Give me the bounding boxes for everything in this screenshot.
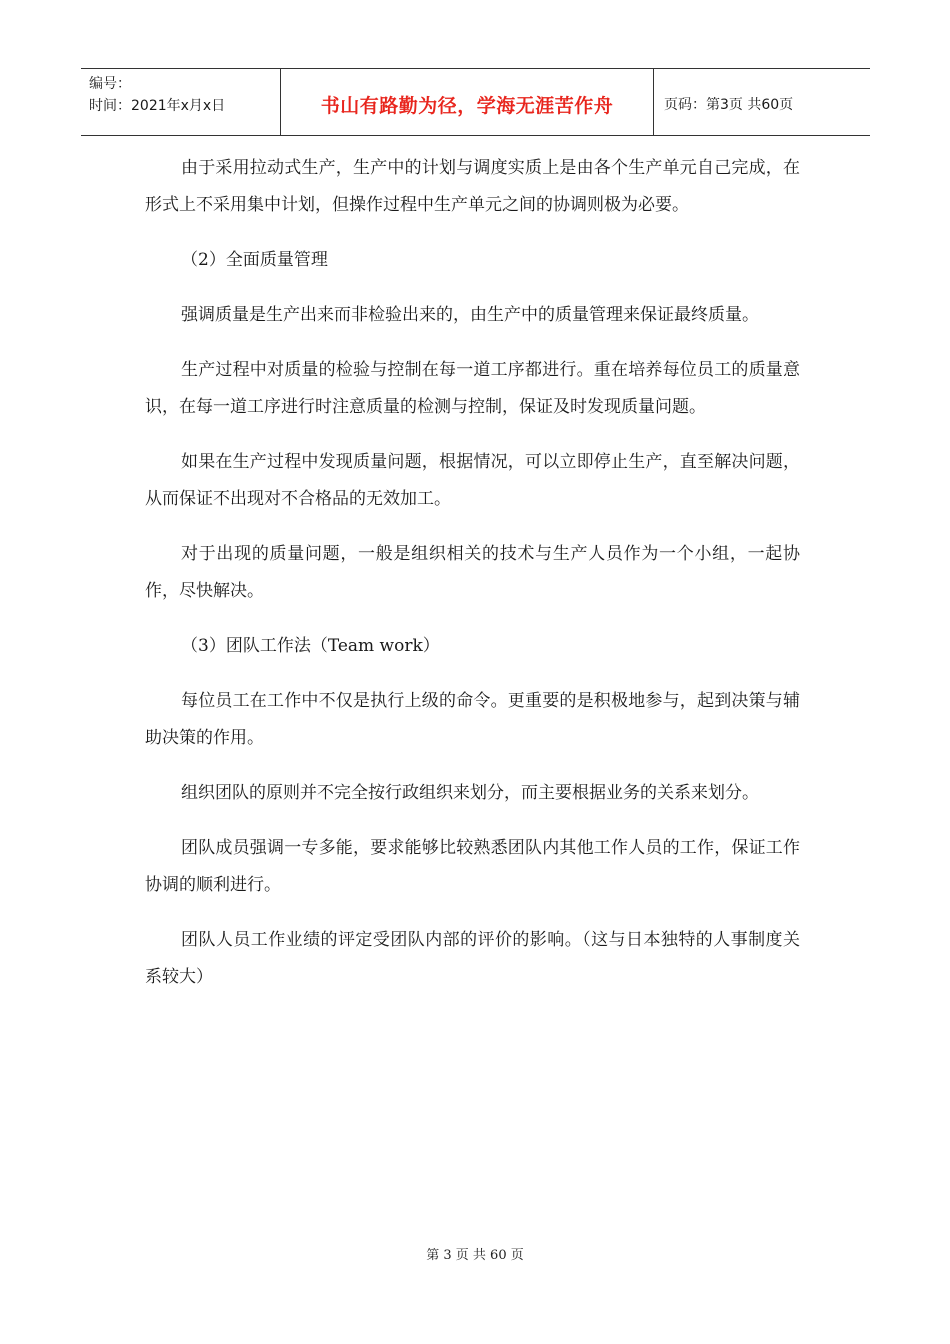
date-label: 时间：2021年x月x日 — [89, 98, 226, 114]
header-page-info: 页码：第3页 共60页 — [664, 97, 794, 113]
paragraph: 由于采用拉动式生产，生产中的计划与调度实质上是由各个生产单元自己完成，在形式上不采用集中计划，但操作过程中生产单元之间的协调则极为必要。 — [145, 158, 800, 215]
paragraph: 每位员工在工作中不仅是执行上级的命令。更重要的是积极地参与，起到决策与辅助决策的作用。 — [145, 691, 800, 748]
paragraph: 对于出现的质量问题，一般是组织相关的技术与生产人员作为一个小组，一起协作，尽快解决。 — [145, 544, 800, 601]
paragraph: 生产过程中对质量的检验与控制在每一道工序都进行。重在培养每位员工的质量意识，在每一道工序进行时注意质量的检测与控制，保证及时发现质量问题。 — [145, 360, 800, 417]
section-heading: （3）团队工作法（Team work） — [181, 636, 440, 656]
paragraph: 团队成员强调一专多能，要求能够比较熟悉团队内其他工作人员的工作，保证工作协调的顺利进行。 — [145, 838, 800, 895]
paragraph: 如果在生产过程中发现质量问题，根据情况，可以立即停止生产，直至解决问题，从而保证不出现对不合格品的无效加工。 — [145, 452, 800, 509]
document-body — [145, 150, 800, 996]
header-motto: 书山有路勤为径，学海无涯苦作舟 — [281, 69, 654, 135]
paragraph: 强调质量是生产出来而非检验出来的，由生产中的质量管理来保证最终质量。 — [181, 305, 759, 325]
paragraph: 组织团队的原则并不完全按行政组织来划分，而主要根据业务的关系来划分。 — [181, 783, 759, 803]
paragraph: 团队人员工作业绩的评定受团队内部的评价的影响。（这与日本独特的人事制度关系较大） — [145, 930, 800, 987]
serial-label: 编号： — [89, 76, 131, 92]
page-header — [81, 68, 870, 136]
section-heading: （2）全面质量管理 — [181, 250, 328, 270]
page-footer: 第 3 页 共 60 页 — [426, 1248, 524, 1263]
header-meta — [81, 69, 281, 135]
